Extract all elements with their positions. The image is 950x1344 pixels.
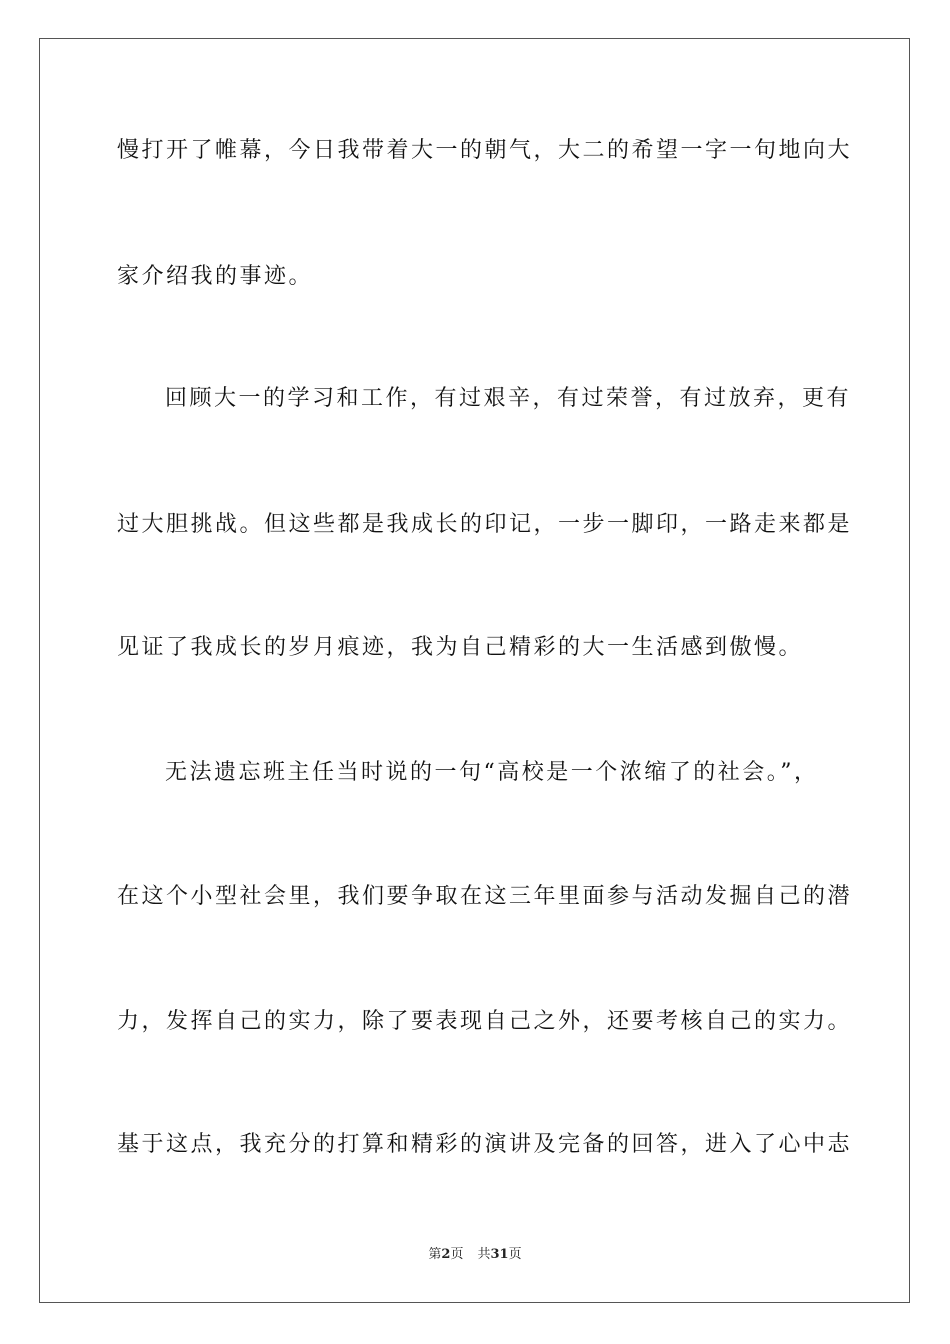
- page-footer: [0, 1246, 950, 1264]
- page-border: [39, 38, 910, 1303]
- footer-total-suffix: 页: [508, 1247, 522, 1262]
- text-line: 基于这点，我充分的打算和精彩的演讲及完备的回答，进入了心中志: [117, 1132, 853, 1157]
- text-line-paragraph-start: 无法遗忘班主任当时说的一句“高校是一个浓缩了的社会。”，: [165, 760, 819, 785]
- text-line: 家介绍我的事迹。: [117, 264, 314, 289]
- text-line: 慢打开了帷幕，今日我带着大一的朝气，大二的希望一字一句地向大: [117, 138, 853, 163]
- text-line: 过大胆挑战。但这些都是我成长的印记，一步一脚印，一路走来都是: [117, 512, 853, 537]
- text-line-paragraph-start: 回顾大一的学习和工作，有过艰辛，有过荣誉，有过放弃，更有: [165, 386, 852, 411]
- text-line: 见证了我成长的岁月痕迹，我为自己精彩的大一生活感到傲慢。: [117, 635, 804, 660]
- footer-total-number: 31: [490, 1247, 509, 1262]
- footer-page-number: 2: [441, 1247, 451, 1262]
- footer-page-prefix: 第: [428, 1247, 442, 1262]
- footer-page-suffix: 页: [450, 1247, 464, 1262]
- text-line: 在这个小型社会里，我们要争取在这三年里面参与活动发掘自己的潜: [117, 884, 853, 909]
- footer-total-prefix: 共: [477, 1247, 491, 1262]
- text-line: 力，发挥自己的实力，除了要表现自己之外，还要考核自己的实力。: [117, 1009, 853, 1034]
